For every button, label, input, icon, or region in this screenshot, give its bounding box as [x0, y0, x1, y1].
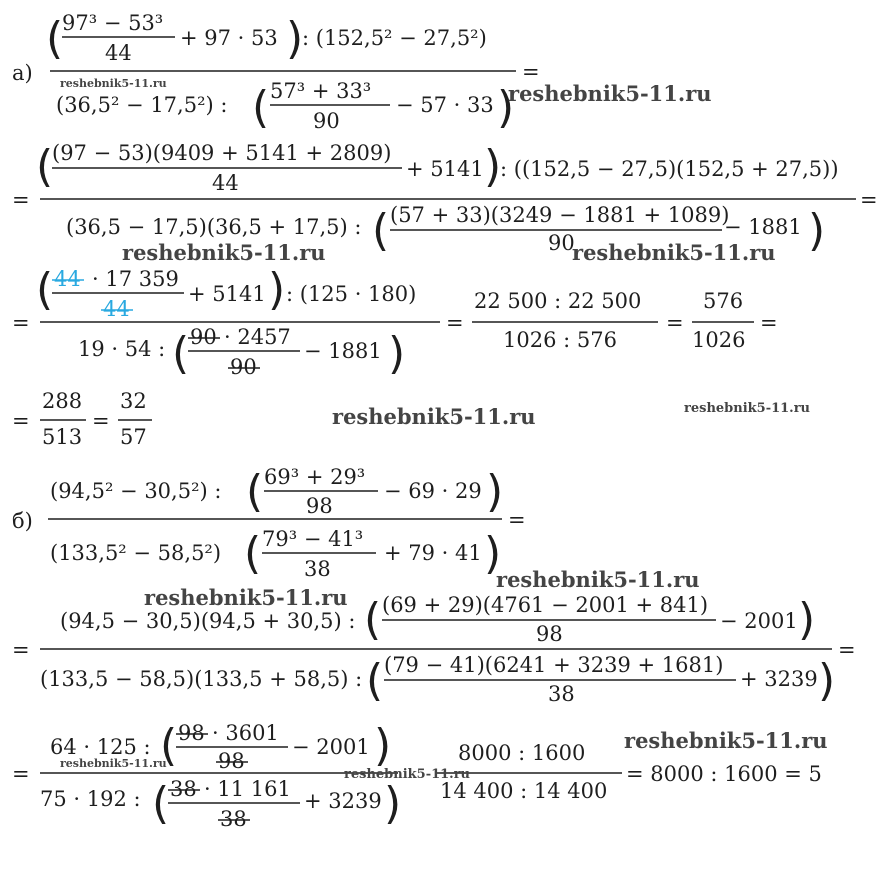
a2-den-head: (36,5 − 17,5)(36,5 + 17,5) :	[66, 215, 362, 239]
a2-den-tail: − 1881	[724, 215, 802, 239]
b3-num-rest: · 3601	[212, 721, 279, 745]
paren-open: (	[246, 466, 264, 517]
a2-num-div: : ((152,5 − 27,5)(152,5 + 27,5))	[500, 157, 839, 181]
a3-f3-den: 1026	[692, 328, 746, 352]
part-a-step-1	[12, 11, 540, 133]
watermark: reshebnik5-11.ru	[572, 240, 776, 265]
a1-den-head: (36,5² − 17,5²) :	[56, 93, 228, 117]
b3-result: = 8000 : 1600 = 5	[626, 762, 822, 786]
b1-num-frac-num: 69³ + 29³	[264, 465, 366, 489]
paren-close: )	[268, 264, 286, 315]
b3-den-head: 75 · 192 :	[40, 787, 141, 811]
a3-num-tail: + 5141	[188, 282, 266, 306]
paren-open: (	[46, 13, 64, 64]
b2-num-frac-den: 98	[536, 622, 563, 646]
b1-num-frac-den: 98	[306, 494, 333, 518]
b2-eq-left: =	[12, 638, 30, 662]
a3-eq-left: =	[12, 311, 30, 335]
a1-eq: =	[522, 60, 540, 84]
paren-open: (	[36, 141, 54, 192]
watermark: reshebnik5-11.ru	[122, 240, 326, 265]
a4-eq-left: =	[12, 409, 30, 433]
a3-num-rest: · 17 359	[92, 267, 179, 291]
a1-num-tail: + 97 · 53	[180, 26, 278, 50]
part-b-label: б)	[12, 509, 33, 533]
a3-eq3: =	[666, 311, 684, 335]
a1-num-frac-num: 97³ − 53³	[62, 11, 164, 35]
a2-eq-right: =	[860, 188, 878, 212]
a3-f2-num: 22 500 : 22 500	[474, 289, 642, 313]
b2-num-head: (94,5 − 30,5)(94,5 + 30,5) :	[60, 609, 356, 633]
b2-den-frac-den: 38	[548, 682, 575, 706]
paren-close: )	[484, 141, 502, 192]
a3-f2-den: 1026 : 576	[503, 328, 617, 352]
paren-open: (	[172, 328, 190, 379]
paren-close: )	[808, 205, 826, 256]
a2-num-tail: + 5141	[406, 157, 484, 181]
paren-open: (	[372, 205, 390, 256]
b3-eq-left: =	[12, 762, 30, 786]
a3-den-head: 19 · 54 :	[78, 337, 166, 361]
part-b-step-2	[12, 593, 856, 706]
part-b-step-1	[12, 465, 526, 581]
a4-f2-den: 57	[120, 425, 147, 449]
b3-den-rest: · 11 161	[204, 777, 291, 801]
b1-num-head: (94,5² − 30,5²) :	[50, 479, 222, 503]
paren-open: (	[152, 778, 170, 829]
a4-f1-den: 513	[42, 425, 83, 449]
b3-num-tail: − 2001	[292, 735, 370, 759]
paren-close: )	[818, 655, 836, 706]
b2-num-frac-num: (69 + 29)(4761 − 2001 + 841)	[382, 593, 709, 617]
a3-num-cancel-den: 44	[103, 297, 130, 321]
watermark: reshebnik5-11.ru	[496, 567, 700, 592]
paren-open: (	[366, 655, 384, 706]
a3-eq2: =	[446, 311, 464, 335]
b3-num-head: 64 · 125 :	[50, 735, 151, 759]
b1-den-head: (133,5² − 58,5²)	[50, 541, 222, 565]
b3-num-cancel-num: 98	[178, 721, 205, 745]
part-a-step-4	[12, 389, 152, 449]
a1-den-frac-num: 57³ + 33³	[270, 79, 372, 103]
b1-den-tail: + 79 · 41	[384, 541, 482, 565]
b2-num-tail: − 2001	[720, 609, 798, 633]
paren-close: )	[497, 82, 515, 133]
a1-den-frac-den: 90	[313, 109, 340, 133]
b1-eq: =	[508, 508, 526, 532]
b1-den-frac-num: 79³ − 41³	[262, 527, 364, 551]
b2-den-tail: + 3239	[740, 667, 818, 691]
paren-open: (	[160, 720, 178, 771]
paren-close: )	[388, 328, 406, 379]
b3-f2-den: 14 400 : 14 400	[440, 779, 608, 803]
paren-close: )	[384, 778, 402, 829]
a4-eq: =	[92, 409, 110, 433]
b2-eq-right: =	[838, 638, 856, 662]
a1-num-div: : (152,5² − 27,5²)	[302, 26, 487, 50]
a3-den-cancel-num: 90	[190, 325, 217, 349]
paren-close: )	[286, 13, 304, 64]
a1-den-tail: − 57 · 33	[396, 93, 494, 117]
a3-num-cancel-num: 44	[54, 267, 81, 291]
a4-f2-num: 32	[120, 389, 147, 413]
paren-open: (	[244, 528, 262, 579]
a3-den-cancel-den: 90	[230, 355, 257, 379]
watermark: reshebnik5-11.ru	[60, 757, 167, 770]
a2-eq-left: =	[12, 188, 30, 212]
a3-num-div: : (125 · 180)	[286, 282, 417, 306]
watermark: reshebnik5-11.ru	[332, 404, 536, 429]
b3-den-cancel-num: 38	[170, 777, 197, 801]
a2-den-frac-den: 90	[548, 231, 575, 255]
b2-den-head: (133,5 − 58,5)(133,5 + 58,5) :	[40, 667, 363, 691]
paren-open: (	[36, 264, 54, 315]
b3-f2-num: 8000 : 1600	[458, 741, 586, 765]
b2-den-frac-num: (79 − 41)(6241 + 3239 + 1681)	[384, 653, 724, 677]
a3-den-rest: · 2457	[224, 325, 291, 349]
watermark: reshebnik5-11.ru	[624, 728, 828, 753]
paren-close: )	[484, 528, 502, 579]
watermark: reshebnik5-11.ru	[144, 585, 348, 610]
b3-den-cancel-den: 38	[220, 807, 247, 831]
paren-close: )	[486, 466, 504, 517]
a3-eq4: =	[760, 311, 778, 335]
part-a-step-3	[12, 264, 778, 379]
a2-num-frac-den: 44	[212, 171, 239, 195]
a3-den-tail: − 1881	[304, 339, 382, 363]
b3-den-tail: + 3239	[304, 789, 382, 813]
paren-open: (	[252, 82, 270, 133]
a2-num-frac-num: (97 − 53)(9409 + 5141 + 2809)	[52, 141, 392, 165]
part-a-step-2	[12, 141, 878, 256]
part-a-label: а)	[12, 61, 33, 85]
a3-f3-num: 576	[703, 289, 744, 313]
a4-f1-num: 288	[42, 389, 83, 413]
b3-num-cancel-den: 98	[218, 749, 245, 773]
watermark: reshebnik5-11.ru	[684, 401, 811, 416]
b1-num-tail: − 69 · 29	[384, 479, 482, 503]
a1-num-frac-den: 44	[105, 41, 132, 65]
b1-den-frac-den: 38	[304, 557, 331, 581]
watermark: reshebnik5-11.ru	[60, 77, 167, 90]
paren-close: )	[374, 720, 392, 771]
paren-open: (	[364, 594, 382, 645]
watermark: reshebnik5-11.ru	[508, 81, 712, 106]
a2-den-frac-num: (57 + 33)(3249 − 1881 + 1089)	[390, 203, 730, 227]
paren-close: )	[798, 594, 816, 645]
watermark: reshebnik5-11.ru	[344, 767, 471, 782]
